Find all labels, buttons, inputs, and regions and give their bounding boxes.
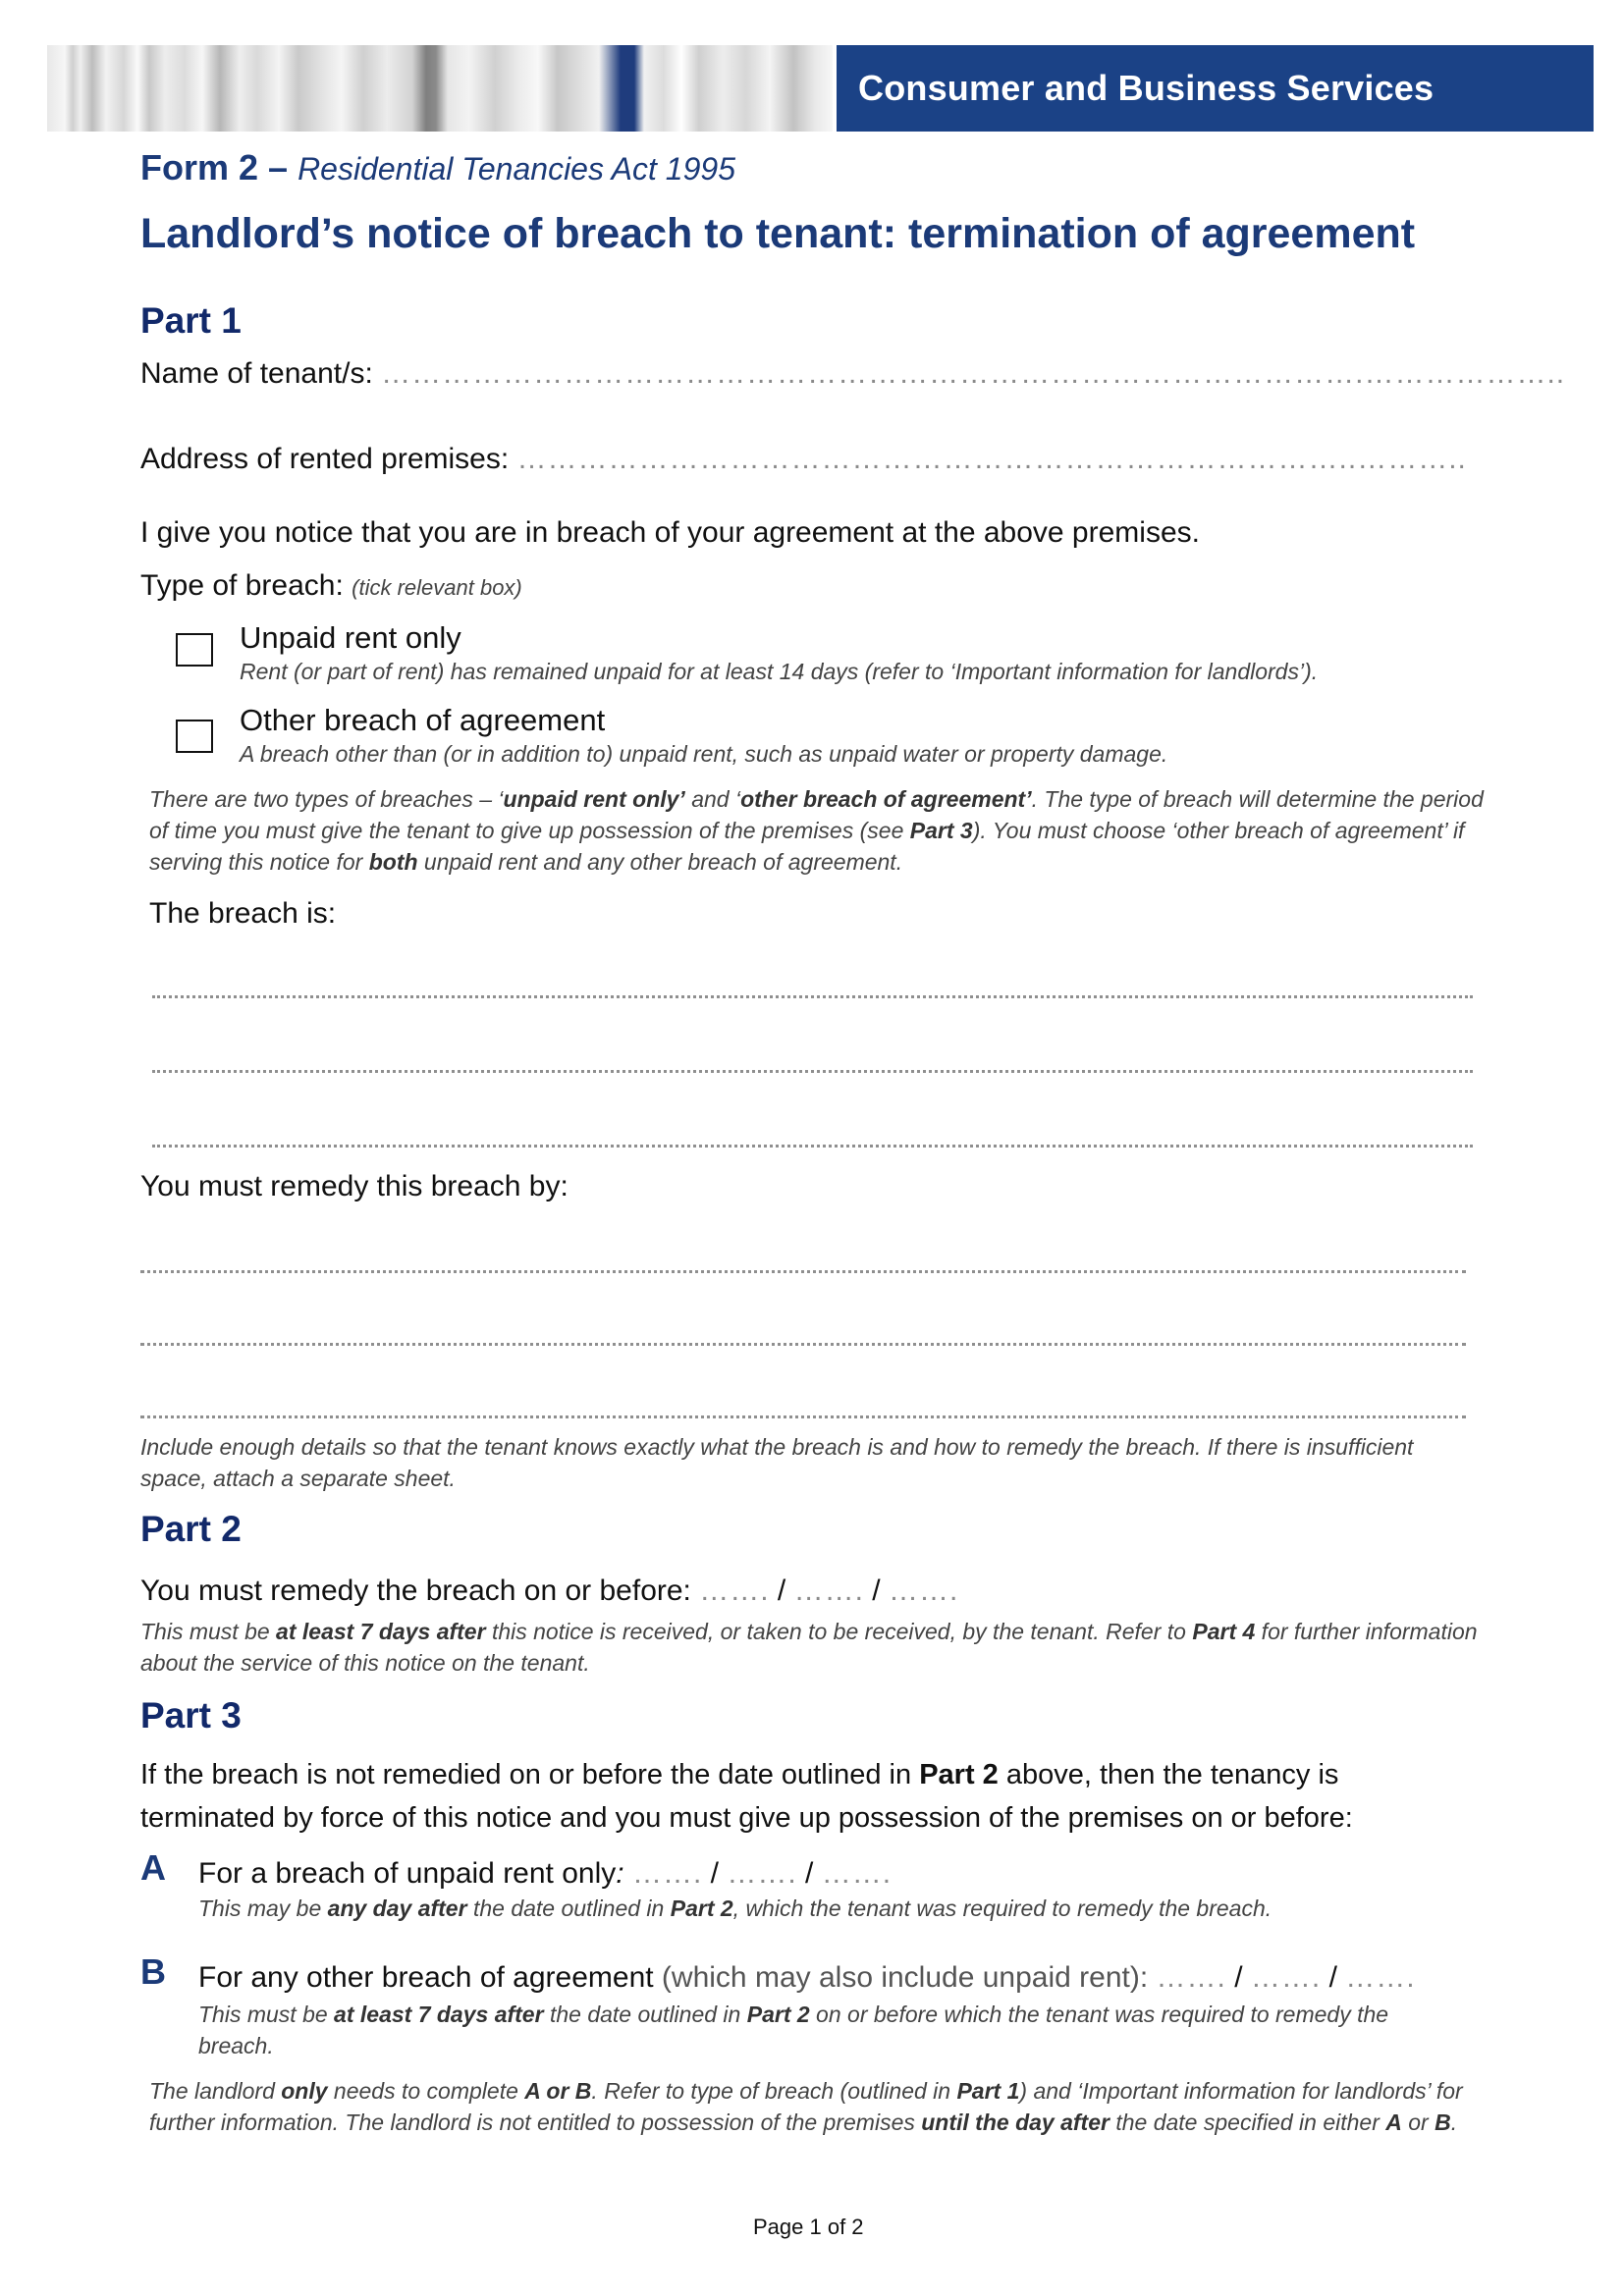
page-title: Landlord’s notice of breach to tenant: termination of agreement	[140, 210, 1416, 257]
option-a-date-day[interactable]: …….	[631, 1857, 703, 1890]
brand-name: Consumer and Business Services	[837, 45, 1594, 132]
unpaid-rent-option-desc: Rent (or part of rent) has remained unpaid for at least 14 days (refer to ‘Important information for landlords’).	[240, 659, 1319, 684]
part1-heading: Part 1	[140, 300, 242, 341]
remedy-method-line-1[interactable]	[140, 1270, 1466, 1273]
part2-heading: Part 2	[140, 1509, 242, 1549]
remedy-date-label: You must remedy the breach on or before:	[140, 1575, 691, 1607]
remedy-date-day[interactable]: …….	[699, 1575, 770, 1607]
option-a-letter: A	[140, 1847, 166, 1888]
breach-type-hint: (tick relevant box)	[352, 575, 522, 600]
option-b-paren: (which may also include unpaid rent):	[653, 1961, 1149, 1994]
option-b-date-field[interactable]: For any other breach of agreement (which may also include unpaid rent): ……. / ……. / …….	[198, 1961, 1416, 1994]
termination-intro: If the breach is not remedied on or before the date outlined in Part 2 above, then the tenancy is terminated by force of this notice and you must give up possession of the premises on or before:	[140, 1759, 1353, 1834]
option-a-label: For a breach of unpaid rent only	[198, 1857, 617, 1890]
act-name: Residential Tenancies Act 1995	[298, 151, 735, 187]
address-label: Address of rented premises:	[140, 443, 510, 475]
breach-description-line-1[interactable]	[152, 995, 1473, 998]
option-b-date-year[interactable]: …….	[1345, 1961, 1416, 1994]
remedy-method-line-2[interactable]	[140, 1343, 1466, 1346]
option-b-date-day[interactable]: …….	[1156, 1961, 1226, 1994]
breach-types-note: There are two types of breaches – ‘unpaid rent only’ and ‘other breach of agreement’. The type of breach will determine the period of time you must give the tenant to give up possession of the premises (see Part 3). You must choose ‘other breach of agreement’ if serving this notice for both unpaid rent and any other breach of agreement.	[149, 786, 1484, 875]
remedy-method-line-3[interactable]	[140, 1415, 1466, 1418]
option-a-date-month[interactable]: …….	[727, 1857, 797, 1890]
other-breach-option-desc: A breach other than (or in addition to) unpaid rent, such as unpaid water or property damage.	[240, 741, 1168, 767]
address-blank[interactable]: ………………………………………………………………………..………..	[516, 443, 1467, 475]
option-a-date-field[interactable]: For a breach of unpaid rent only: ……. / ……. / …….	[198, 1857, 893, 1890]
details-note: Include enough details so that the tenant knows exactly what the breach is and how to remedy the breach. If there is insufficient space, attach a separate sheet.	[140, 1434, 1414, 1491]
other-breach-option-title: Other breach of agreement	[240, 703, 606, 737]
option-b-note: This must be at least 7 days after the date outlined in Part 2 on or before which the tenant was required to remedy the breach.	[198, 2002, 1389, 2058]
remedy-date-month[interactable]: …….	[793, 1575, 864, 1607]
form-label: Form 2	[140, 147, 259, 187]
breach-description-line-2[interactable]	[152, 1070, 1473, 1073]
option-b-date-month[interactable]: …….	[1250, 1961, 1322, 1994]
notice-statement: I give you notice that you are in breach of your agreement at the above premises.	[140, 516, 1200, 549]
form-heading	[140, 147, 735, 188]
remedy-date-year[interactable]: …….	[888, 1575, 959, 1607]
tenant-name-label: Name of tenant/s:	[140, 357, 373, 390]
option-b-label: For any other breach of agreement	[198, 1961, 654, 1994]
remedy-date-note: This must be at least 7 days after this notice is received, or taken to be received, by the tenant. Refer to Part 4 for further information about the service of this notice on the tenant.	[140, 1619, 1478, 1676]
form-dash: –	[258, 147, 298, 187]
breach-description-label: The breach is:	[149, 897, 337, 930]
breach-type-label: Type of breach:	[140, 569, 344, 602]
unpaid-rent-checkbox[interactable]	[176, 633, 213, 667]
possession-note: The landlord only needs to complete A or B. Refer to type of breach (outlined in Part 1) and ‘Important information for landlords’ for further information. The landlord is not entitled to possession of the premises until the day after the date specified in either A or B.	[149, 2078, 1463, 2135]
option-b-letter: B	[140, 1951, 166, 1992]
option-a-note: This may be any day after the date outlined in Part 2, which the tenant was required to remedy the breach.	[198, 1896, 1272, 1921]
tenant-name-blank[interactable]: …………………………………………………………………………………….………………..	[381, 357, 1566, 390]
other-breach-checkbox[interactable]	[176, 720, 213, 753]
breach-description-line-3[interactable]	[152, 1145, 1473, 1148]
breach-type-label-row	[140, 569, 522, 603]
remedy-date-field[interactable]: You must remedy the breach on or before: ……. / ……. / …….	[140, 1575, 959, 1607]
header-banner	[47, 45, 1594, 132]
page-number: Page 1 of 2	[753, 2215, 864, 2239]
unpaid-rent-option-title: Unpaid rent only	[240, 620, 461, 655]
banner-stripe-graphic	[47, 45, 833, 132]
address-field[interactable]	[140, 443, 1467, 476]
option-a-date-year[interactable]: …….	[821, 1857, 893, 1890]
part3-heading: Part 3	[140, 1695, 242, 1735]
remedy-method-label: You must remedy this breach by:	[140, 1170, 568, 1202]
tenant-name-field[interactable]	[140, 357, 1565, 391]
